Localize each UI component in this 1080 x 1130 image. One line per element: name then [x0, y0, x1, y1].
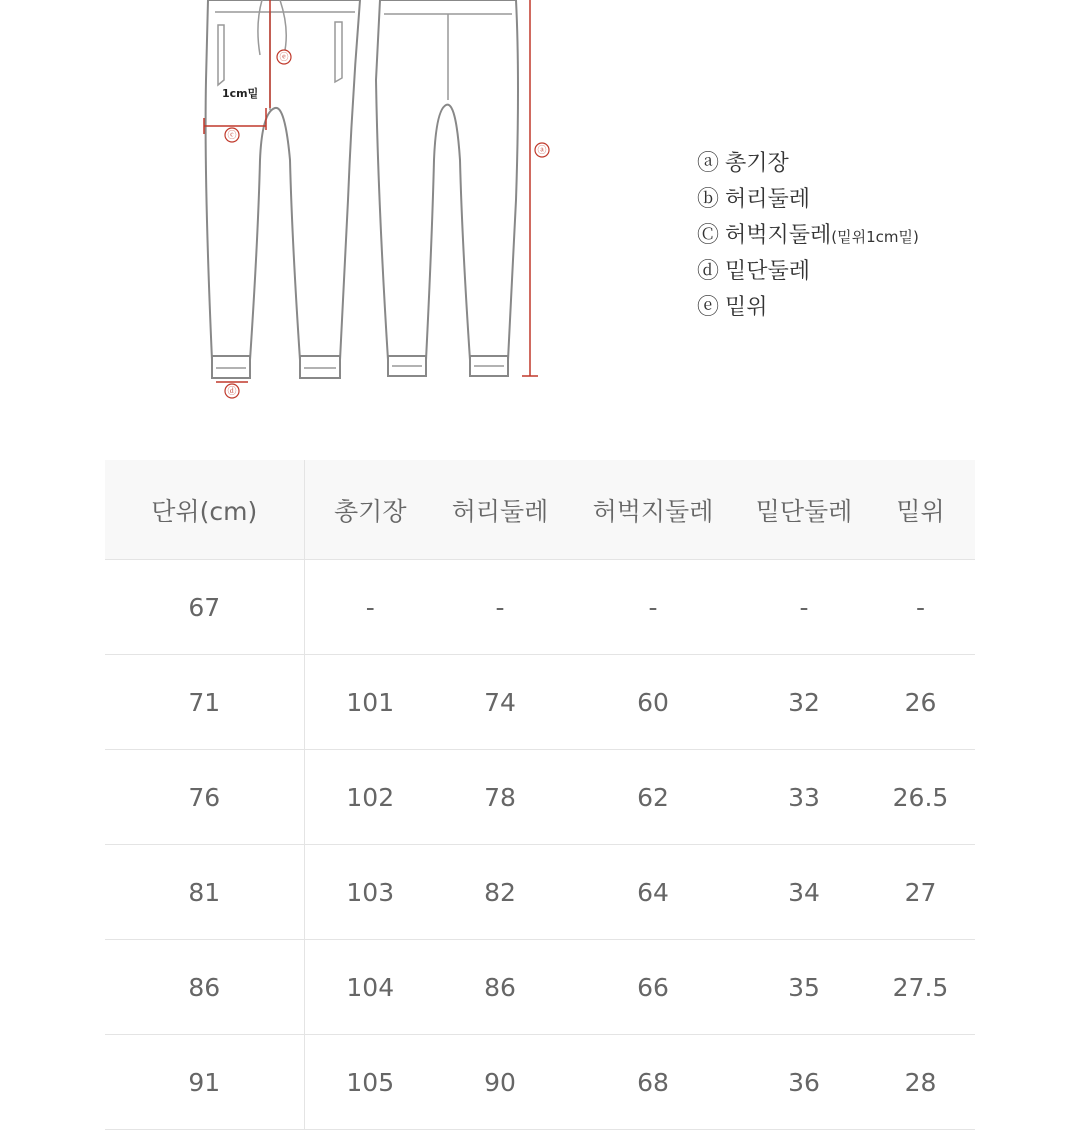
size-cell: 71	[105, 655, 304, 750]
thigh-cell: -	[564, 560, 742, 655]
table-row	[105, 750, 975, 845]
legend-note: (밑위1cm밑)	[831, 228, 919, 246]
thigh-cell: 68	[564, 1035, 742, 1130]
hem-cell: 35	[742, 940, 866, 1035]
total-length-cell: 101	[304, 655, 436, 750]
rise-note-label: 1cm밑	[222, 87, 259, 100]
legend-item-total-length	[697, 146, 919, 182]
size-cell: 91	[105, 1035, 304, 1130]
total-length-cell: 104	[304, 940, 436, 1035]
total-length-cell: 105	[304, 1035, 436, 1130]
legend-label: 허벅지둘레	[725, 223, 832, 248]
rise-cell: -	[866, 560, 975, 655]
waist-cell: 74	[436, 655, 564, 750]
thigh-cell: 66	[564, 940, 742, 1035]
legend-mark-b: ⓑ	[697, 187, 720, 212]
total-length-cell: 102	[304, 750, 436, 845]
hem-cell: 34	[742, 845, 866, 940]
back-pants-drawing	[376, 0, 518, 376]
waist-cell: 90	[436, 1035, 564, 1130]
header-waist: 허리둘레	[436, 460, 564, 560]
legend-mark-a: ⓐ	[697, 151, 720, 176]
table-row	[105, 845, 975, 940]
rise-cell: 27.5	[866, 940, 975, 1035]
size-cell: 86	[105, 940, 304, 1035]
size-cell: 76	[105, 750, 304, 845]
total-length-cell: 103	[304, 845, 436, 940]
table-row	[105, 1035, 975, 1130]
rise-cell: 26.5	[866, 750, 975, 845]
table-header-row	[105, 460, 975, 560]
measurement-legend	[697, 146, 919, 326]
waist-cell: 82	[436, 845, 564, 940]
waist-cell: -	[436, 560, 564, 655]
thigh-cell: 60	[564, 655, 742, 750]
legend-label: 밑위	[725, 295, 768, 320]
legend-label: 허리둘레	[725, 187, 811, 212]
hem-cell: 33	[742, 750, 866, 845]
legend-mark-c: Ⓒ	[697, 223, 720, 248]
rise-cell: 28	[866, 1035, 975, 1130]
marker-a-label: ⓐ	[537, 146, 547, 156]
waist-cell: 78	[436, 750, 564, 845]
legend-item-hem	[697, 254, 919, 290]
total-length-cell: -	[304, 560, 436, 655]
legend-mark-d: ⓓ	[697, 259, 720, 284]
marker-c-label: ⓒ	[227, 131, 237, 141]
rise-cell: 27	[866, 845, 975, 940]
legend-mark-e: ⓔ	[697, 295, 720, 320]
size-table	[105, 460, 975, 1130]
table-row	[105, 940, 975, 1035]
legend-label: 밑단둘레	[725, 259, 811, 284]
hem-cell: 32	[742, 655, 866, 750]
waist-cell: 86	[436, 940, 564, 1035]
table-row	[105, 560, 975, 655]
hem-cell: 36	[742, 1035, 866, 1130]
thigh-cell: 64	[564, 845, 742, 940]
marker-d-label: ⓓ	[227, 387, 237, 397]
header-unit: 단위(cm)	[105, 460, 304, 560]
marker-e-label: ⓔ	[279, 53, 289, 63]
hem-cell: -	[742, 560, 866, 655]
size-cell: 67	[105, 560, 304, 655]
legend-label: 총기장	[725, 151, 789, 176]
thigh-cell: 62	[564, 750, 742, 845]
header-thigh: 허벅지둘레	[564, 460, 742, 560]
legend-item-thigh	[697, 218, 919, 254]
legend-item-rise	[697, 290, 919, 326]
table-row	[105, 655, 975, 750]
header-hem: 밑단둘레	[742, 460, 866, 560]
header-total-length: 총기장	[304, 460, 436, 560]
legend-item-waist	[697, 182, 919, 218]
rise-cell: 26	[866, 655, 975, 750]
size-cell: 81	[105, 845, 304, 940]
header-rise: 밑위	[866, 460, 975, 560]
